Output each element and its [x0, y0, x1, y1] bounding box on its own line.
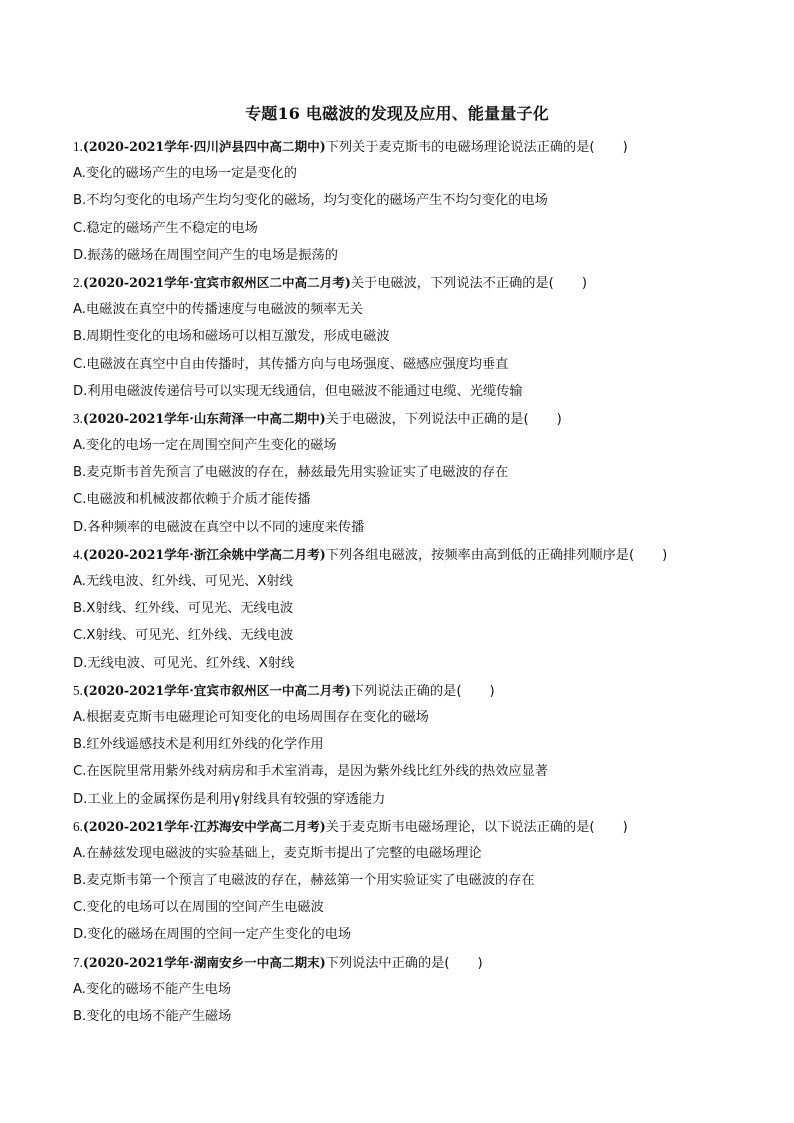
answer-blank-close: ) — [622, 140, 628, 155]
answer-option: D.无线电波、可见光、红外线、X射线 — [73, 655, 295, 671]
answer-blank-close: ) — [622, 819, 628, 835]
question-stem — [73, 269, 733, 296]
question-source: (2020-2021学年·宜宾市叙州区二中高二月考) — [82, 274, 351, 290]
question-number: 2. — [73, 274, 83, 290]
question-source: (2020-2021学年·江苏海安中学高二月考) — [82, 818, 326, 834]
question-source: (2020-2021学年·宜宾市叙州区一中高二月考) — [82, 682, 351, 698]
answer-blank-close: ) — [662, 547, 668, 563]
answer-option: B.X射线、红外线、可见光、无线电波 — [73, 601, 294, 617]
answer-blank-close: ) — [477, 955, 483, 971]
question-number: 5. — [73, 682, 83, 698]
answer-option: C.在医院里常用紫外线对病房和手术室消毒，是因为紫外线比红外线的热效应显著 — [73, 764, 548, 780]
answer-option: C.电磁波和机械波都依赖于介质才能传播 — [73, 492, 311, 508]
question-text: 下列各组电磁波，按频率由高到低的正确排列顺序是( — [325, 547, 635, 563]
question-stem — [73, 541, 733, 568]
question-stem — [73, 813, 733, 840]
question-number: 6. — [73, 818, 83, 834]
answer-option: C.电磁波在真空中自由传播时，其传播方向与电场强度、磁感应强度均垂直 — [73, 356, 509, 372]
answer-option: C.稳定的磁场产生不稳定的电场 — [73, 220, 258, 236]
answer-option: C.变化的电场可以在周围的空间产生电磁波 — [73, 900, 324, 916]
question-number: 7. — [73, 954, 83, 970]
question-text: 下列说法中正确的是( — [325, 955, 450, 971]
question-list — [73, 133, 733, 1030]
question-stem — [73, 677, 733, 704]
question-number: 4. — [73, 546, 83, 562]
answer-option: A.变化的电场一定在周围空间产生变化的磁场 — [73, 438, 337, 454]
answer-option: A.根据麦克斯韦电磁理论可知变化的电场周围存在变化的磁场 — [73, 709, 429, 725]
answer-option: D.工业上的金属探伤是利用γ射线具有较强的穿透能力 — [73, 791, 386, 807]
answer-option: B.不均匀变化的电场产生均匀变化的磁场，均匀变化的磁场产生不均匀变化的电场 — [73, 193, 548, 209]
question-stem — [73, 949, 733, 976]
question-text: 关于电磁波，下列说法中正确的是( — [325, 411, 529, 427]
question-text: 关于电磁波，下列说法不正确的是( — [350, 275, 554, 291]
answer-option: D.振荡的磁场在周围空间产生的电场是振荡的 — [73, 247, 338, 263]
answer-option: D.利用电磁波传递信号可以实现无线通信，但电磁波不能通过电缆、光缆传输 — [73, 383, 523, 399]
question-stem — [73, 133, 733, 160]
answer-option: A.变化的磁场产生的电场一定是变化的 — [73, 166, 297, 182]
question-source: (2020-2021学年·浙江余姚中学高二月考) — [82, 546, 326, 562]
answer-option: B.红外线遥感技术是利用红外线的化学作用 — [73, 737, 324, 753]
answer-blank-close: ) — [489, 683, 495, 699]
answer-option: B.变化的电场不能产生磁场 — [73, 1009, 232, 1024]
page-title: 专题16 电磁波的发现及应用、能量量子化 — [245, 104, 549, 123]
answer-blank-close: ) — [556, 411, 562, 427]
answer-option: A.在赫兹发现电磁波的实验基础上，麦克斯韦提出了完整的电磁场理论 — [73, 845, 482, 861]
answer-option: A.电磁波在真空中的传播速度与电磁波的频率无关 — [73, 302, 363, 318]
question-source: (2020-2021学年·四川泸县四中高二期中) — [82, 139, 326, 154]
question-text: 下列关于麦克斯韦的电磁场理论说法正确的是( — [325, 140, 595, 155]
question-text: 下列说法正确的是( — [350, 683, 462, 699]
question-source: (2020-2021学年·山东菏泽一中高二期中) — [82, 410, 326, 426]
question-source: (2020-2021学年·湖南安乡一中高二期末) — [82, 954, 326, 970]
answer-option: B.周期性变化的电场和磁场可以相互激发，形成电磁波 — [73, 329, 390, 345]
question-stem — [73, 405, 733, 432]
answer-option: B.麦克斯韦首先预言了电磁波的存在，赫兹最先用实验证实了电磁波的存在 — [73, 465, 509, 481]
question-number: 3. — [73, 410, 83, 426]
answer-option: B.麦克斯韦第一个预言了电磁波的存在，赫兹第一个用实验证实了电磁波的存在 — [73, 873, 535, 889]
answer-blank-close: ) — [581, 275, 587, 291]
answer-option: C.X射线、可见光、红外线、无线电波 — [73, 628, 294, 644]
question-text: 关于麦克斯韦电磁场理论，以下说法正确的是( — [325, 819, 595, 835]
answer-option: A.变化的磁场不能产生电场 — [73, 981, 232, 997]
answer-option: A.无线电波、红外线、可见光、X射线 — [73, 574, 293, 589]
answer-option: D.变化的磁场在周围的空间一定产生变化的电场 — [73, 927, 352, 943]
question-number: 1. — [73, 139, 83, 154]
answer-option: D.各种频率的电磁波在真空中以不同的速度来传播 — [73, 519, 365, 535]
